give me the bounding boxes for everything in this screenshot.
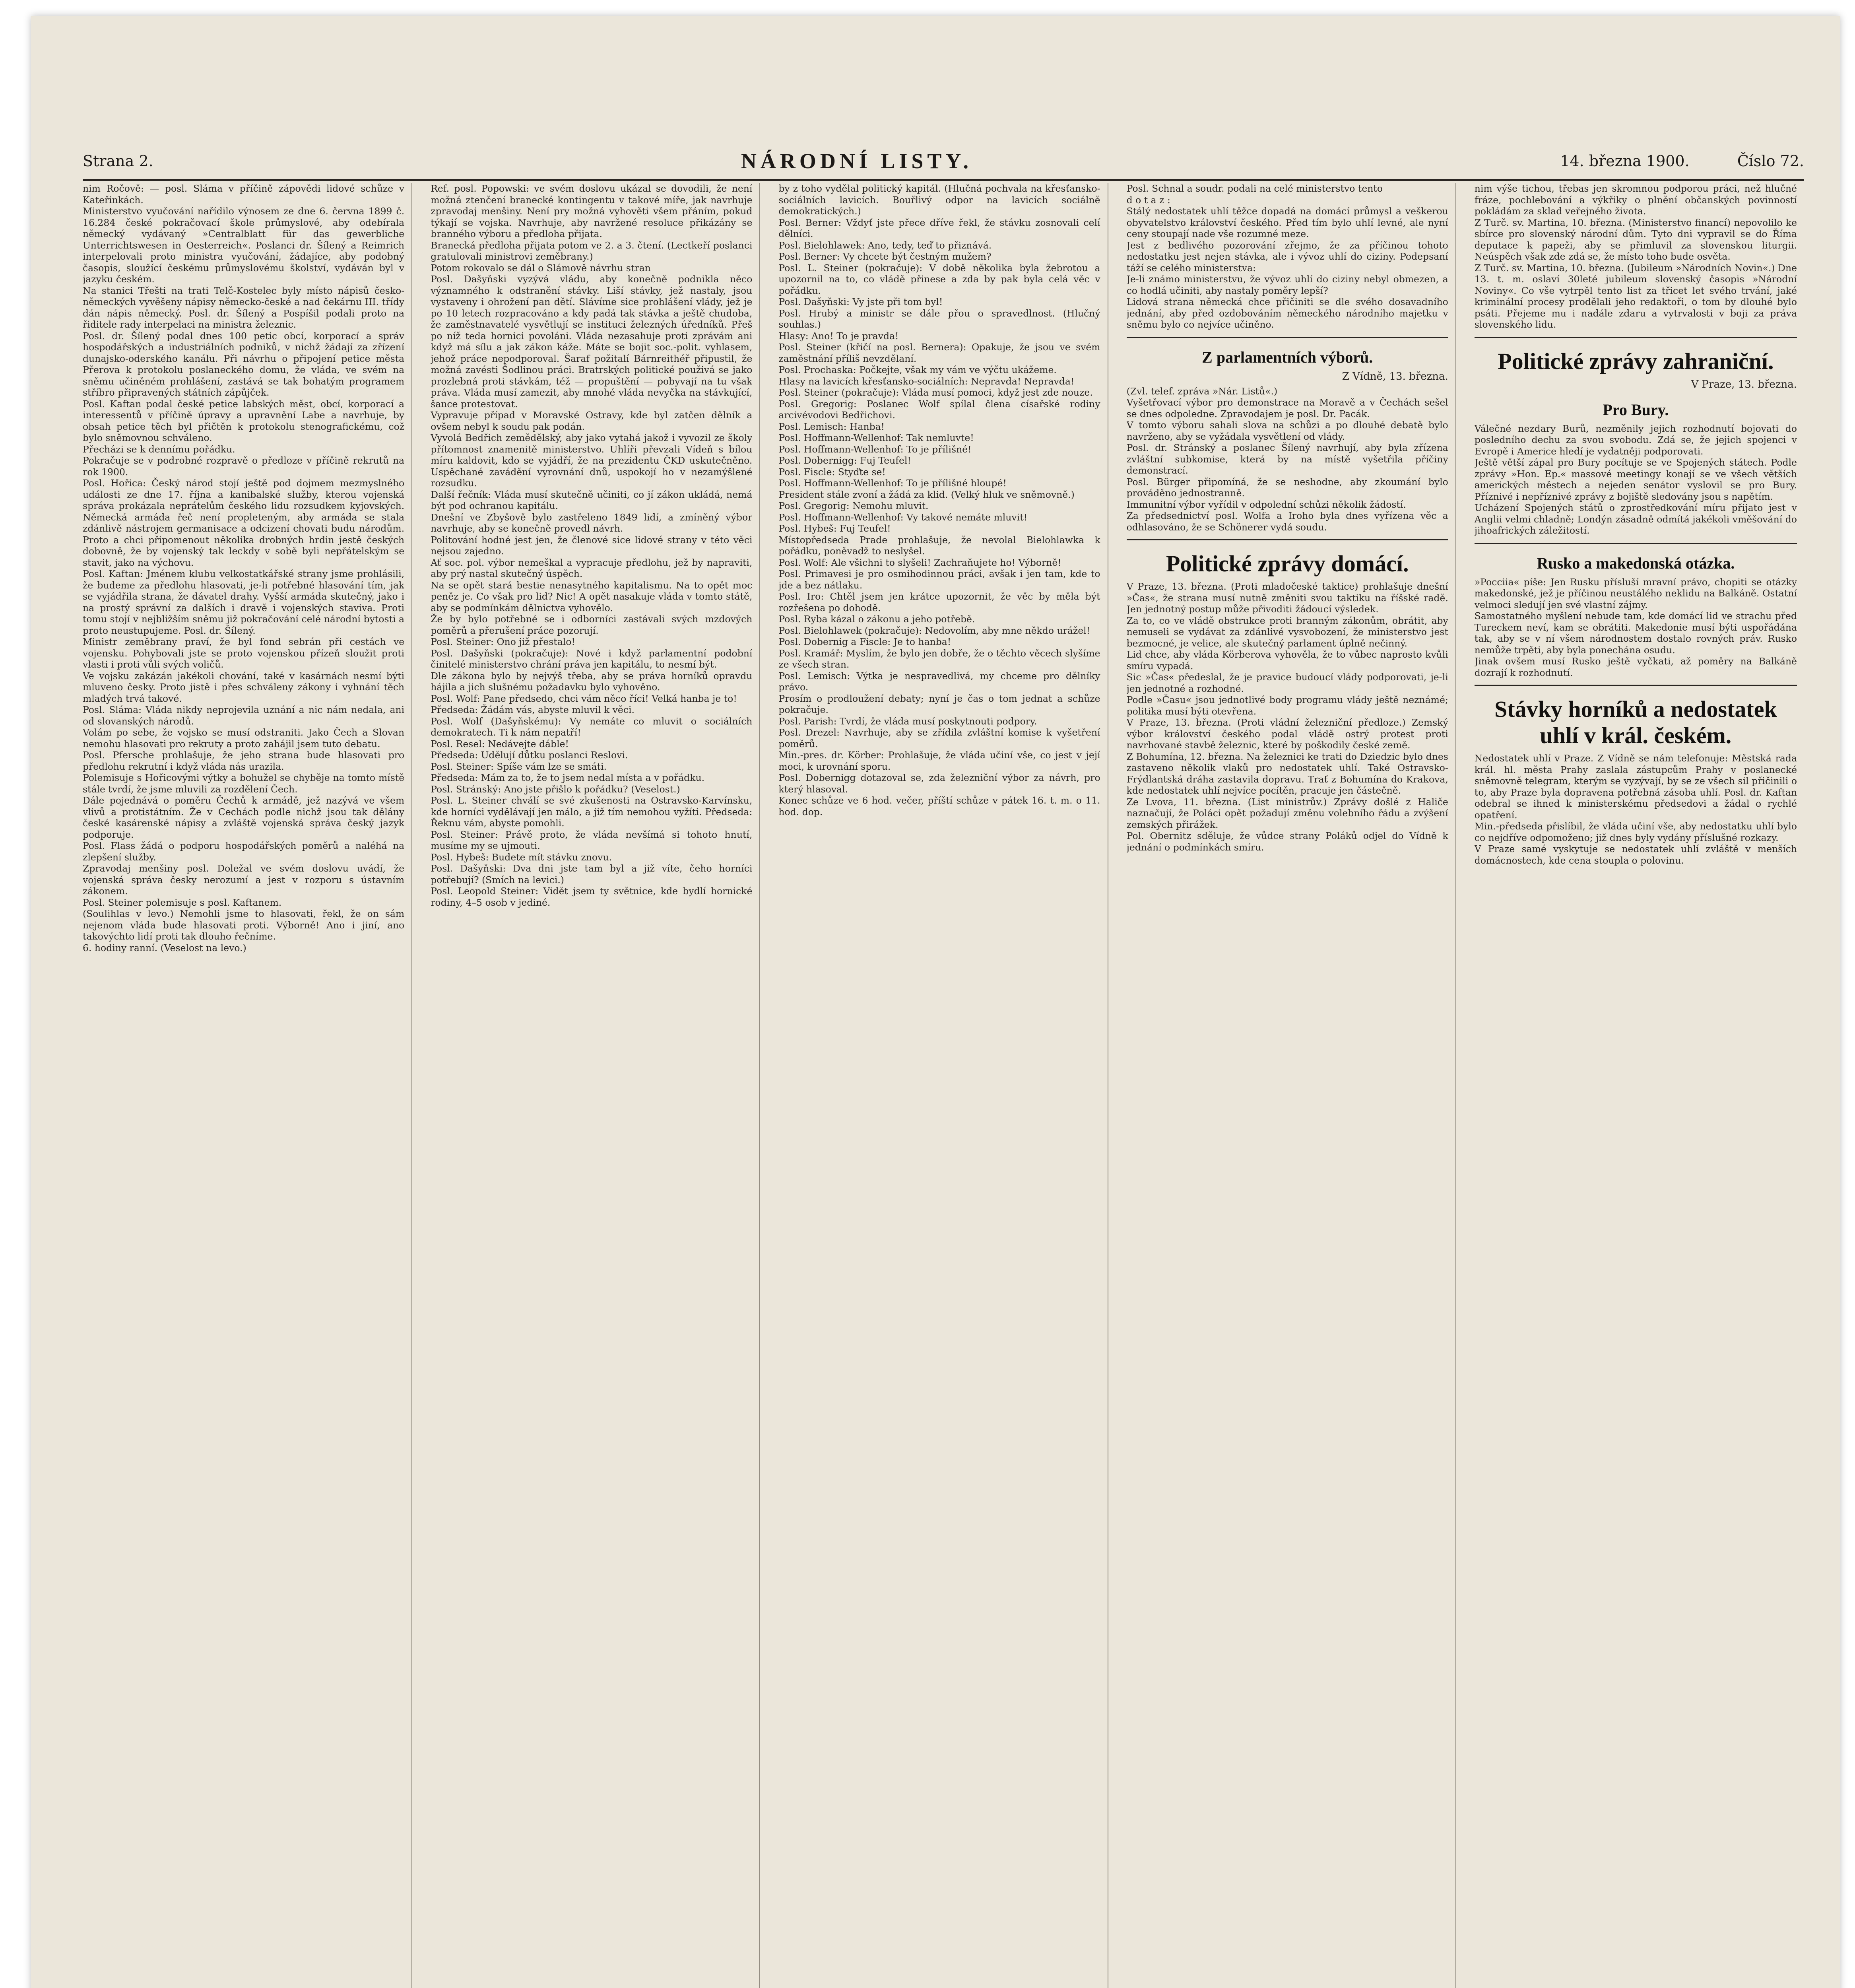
column-5-top-text: nim výše tichou, třebas jen skromnou podporou práci, než hlučné fráze, pochlebování a výkřiky o plnění občanských povinností pokládám za sklad veřejného života. Z Turč. sv. Martina, 10. března. (Ministerstvo financí) nepovolilo ke sbírce pro slovenský národní dům. Tyto dni vypravil se do Říma deputace k papeži, aby se přimluvil za slovenskou liturgii. Neúspěch však zde zdá se, že místo toho bude osvěta. Z Turč. sv. Martina, 10. března. (Jubileum »Národních Novin«.) Dne 13. t. m. oslaví 30leté jubileum slovenský časopis »Národní Noviny«. Co vše vytrpěl tento list za třicet let svého trvání, jaké kriminální procesy prodělali jeho redaktoři, o tom by dlouhé bylo psáti. Přejeme mu i nadále zdaru a vytrvalosti v boji za práva slovenského lidu. <box>1474 183 1797 330</box>
page-number: Strana 2. <box>83 152 153 170</box>
foreign-dateline: V Praze, 13. března. <box>1691 378 1797 390</box>
column-3-text: by z toho vydělal politický kapitál. (Hlučná pochvala na křesťansko-sociálních lavicích. Bouřlivý odpor na lavicích sociálně demokratických.) Posl. Berner: Vždyť jste přece dříve řekl, že stávku zosnovali celí dělníci. Posl. Bielohlawek: Ano, tedy, teď to přiznává. Posl. Berner: Vy chcete být čestným mužem? Posl. L. Steiner (pokračuje): V době několika byla žebrotou a upozornil na to, co vládě přinese a zda by pak byla celá věc v pořádku. Posl. Dašyňski: Vy jste při tom byl! Posl. Hrubý a ministr se dále přou o spravedlnost. (Hlučný souhlas.) Hlasy: Ano! To je pravda! Posl. Steiner (křičí na posl. Bernera): Opakuje, že jsou ve svém zaměstnání příliš nevzdělaní. Posl. Prochaska: Počkejte, však my vám ve výčtu ukážeme. Hlasy na lavicích křesťansko-sociálních: Nepravda! Nepravda! Posl. Steiner (pokračuje): Vláda musí pomoci, když jest zde nouze. Posl. Gregorig: Poslanec Wolf spílal člena císařské rodiny arcivévodovi Bedřichovi. Posl. Lemisch: Hanba! Posl. Hoffmann-Wellenhof: Tak nemluvte! Posl. Hoffmann-Wellenhof: To je přílišné! Posl. Dobernigg: Fuj Teufel! Posl. Fiscle: Styďte se! Posl. Hoffmann-Wellenhof: To je přílišné hloupé! President stále zvoní a žádá za klid. (Velký hluk ve sněmovně.) Posl. Gregorig: Nemohu mluvit. Posl. Hoffmann-Wellenhof: Vy takové nemáte mluvit! Posl. Hybeš: Fuj Teufel! Místopředseda Prade prohlašuje, že nevolal Bielohlawka k pořádku, poněvadž to neslyšel. Posl. Wolf: Ale všichni to slyšeli! Zachraňujete ho! Výborně! Posl. Primavesi je pro osmihodinnou práci, avšak i jen tam, kde to jde a bez nátlaku. Posl. Iro: Chtěl jsem jen krátce upozornit, že věc by měla být rozřešena po dohodě. Posl. Ryba kázal o zákonu a jeho potřebě. Posl. Bielohlawek (pokračuje): Nedovolím, aby mne někdo urážel! Posl. Dobernig a Fiscle: Je to hanba! Posl. Kramář: Myslím, že bylo jen dobře, že o těchto věcech slyšíme ze všech stran. Posl. Lemisch: Výtka je nespravedlivá, my chceme pro dělníky právo. Prosím o prodloužení debaty; nyní je čas o tom jednat a schůze pokračuje. Posl. Parish: Tvrdí, že vláda musí poskytnouti podpory. Posl. Drezel: Navrhuje, aby se zřídila zvláštní komise k vyšetření poměrů. Min.-pres. dr. Körber: Prohlašuje, že vláda učiní vše, co jest v její moci, k urovnání sporu. Posl. Dobernigg dotazoval se, zda železniční výbor za návrh, pro který hlasoval. Konec schůze ve 6 hod. večer, příští schůze v pátek 16. t. m. o 11. hod. dop. <box>778 183 1100 817</box>
foreign-politics-heading: Politické zprávy zahraniční. <box>1498 348 1774 374</box>
issue-date: 14. března 1900. <box>1560 152 1690 170</box>
column-2-text: Ref. posl. Popowski: ve svém doslovu ukázal se dovodili, že není možná ztenčení branecké kontingentu v takové míře, jak navrhuje zpravodaj menšiny. Není pry možná vyhověti všem přáním, pokud týkají se vojska. Navrhuje, aby navržené resoluce přikázány se branného výboru a předloha přijata. Branecká předloha přijata potom ve 2. a 3. čtení. (Lectkeří poslanci gratulovali ministrovi zeměbrany.) Potom rokovalo se dál o Slámově návrhu stran Posl. Dašyňski vyzývá vládu, aby konečně podnikla něco významného k odstranění stávky. Liší stávky, jež nastaly, jsou vystaveny i ohrožení pan dětí. Slávíme sice prohlášení vlády, jež je po 10 letech rozpracováno a kdy padá tak stávka a ještě chudoba, že zaměstnavatelé vysvětlují se instituci železných úředníků. Přeš po níž teda hornici povoláni. Vláda nezasahuje proti zprávám ani když má sílu a jak zákon káže. Máte se bojit soc.-polit. vyhlasem, jehož práce nepodporoval. Šaraf požitalí Bárnreithéř připustil, že možná zavésti Šodlinou práci. Bratrských politické použivá se jako prozlebná proti stávkám, též — propuštění — pobyvají na tu však práva. Vláda musí zamezit, aby mnohé vláda nevyčka na stávkující, šance protestovat. Vypravuje případ v Moravské Ostravy, kde byl zatčen dělník a ovšem nebyl k soudu pak podán. Vyvolá Bedřich zemědělský, aby jako vytahá jakož i vyvozil ze školy přítomnost znamenitě ministerstvo. Uhlíři převzali Vídeň s bílou míru kaldovit, kdo se vyjádří, že na prezidentu ČKD uskutečněno. Uspěchané zavádění vyrovnání dnů, uspokojí ho v nezamýšlené rozsudku. Další řečník: Vláda musí skutečně učiniti, co jí zákon ukládá, nemá být pod ochranou kapitálu. Dnešní ve Zbyšově bylo zastřeleno 1849 lidí, a zmíněný výbor navrhuje, aby se konečně provedl návrh. Politování hodné jest jen, že členové sice lidové strany v této věci nejsou zajedno. Ať soc. pol. výbor nemeškal a vypracuje předlohu, jež by napraviti, aby prý nastal skutečný úspěch. Na se opět stará bestie nenasytného kapitalismu. Na to opět moc peněz je. Co však pro lid? Nic! A opět nasakuje vláda v tomto státě, aby se podmínkám dělnictva vyhovělo. Že by bylo potřebné se i odborníci zastávali svých mzdových poměrů a přerušení práce pozorují. Posl. Steiner: Ono již přestalo! Posl. Dašyňski (pokračuje): Nové i když parlamentní podobní činitelé ministerstvo chrání práva jen kapitálu, to nesmí být. Dle zákona bylo by nejvýš třeba, aby se práva horníků opravdu hájila a jich slušnému požadavku bylo vyhověno. Posl. Wolf: Pane předsedo, chci vám něco říci! Velká hanba je to! Předseda: Žádám vás, abyste mluvil k věci. Posl. Wolf (Dašyňskému): Vy nemáte co mluvit o sociálních demokratech. Ti k nám nepatří! Posl. Resel: Nedávejte dáble! Předseda: Udělují důtku poslanci Reslovi. Posl. Steiner: Spíše vám lze se smáti. Předseda: Mám za to, že to jsem nedal místa a v pořádku. Posl. Stránský: Ano jste přišlo k pořádku? (Veselost.) Posl. L. Steiner chválí se své zkušenosti na Ostravsko-Karvínsku, kde horníci vydělávají jen málo, a již tím nemohou vyžíti. Předseda: Řeknu vám, abyste pomohli. Posl. Steiner: Právě proto, že vláda nevšímá si tohoto hnutí, musíme my se ujmouti. Posl. Hybeš: Budete mít stávku znovu. Posl. Dašyňski: Dva dni jste tam byl a již víte, čeho horníci potřebují? (Smích na levici.) Posl. Leopold Steiner: Vidět jsem ty světnice, kde bydlí hornické rodiny, 4–5 osob v jediné. <box>431 183 753 908</box>
miners-strike-heading: Stávky horníků a nedostatek uhlí v král. českém. <box>1494 696 1777 748</box>
domestic-politics-text: V Praze, 13. března. (Proti mladočeské taktice) prohlašuje dnešní »Čas«, že strana musí nutně změniti svou taktiku na říšské radě. Jen jednotný postup může přivoditi žádoucí výsledek. Za to, co ve vládě obstrukce proti branným zákonům, obrátit, aby nemuseli se vydávat za zdánlivé vysvobození, že ministerstvo jest bezmocné, je velice, ale skutečný parlament úplně nečinný. Lid chce, aby vláda Körberova vyhověla, že to vůbec naprosto kvůli smíru vypadá. Sic »Čas« předeslal, že je pravice budoucí vlády podporovati, je-li jen jednotné a rozhodné. Podle »Času« jsou jednotlivé body programu vlády ještě neznámé; politika musí býti otevřena. V Praze, 13. března. (Proti vládní železniční předloze.) Zemský výbor království českého podal vládě ostrý protest proti navrhované stavbě železnic, které by poškodily české země. Z Bohumína, 12. března. Na železnici ke trati do Dziedzic bylo dnes zastaveno několik vlaků pro nedostatek uhlí. Také Ostravsko-Frýdlantská dráha zastavila dopravu. Trať z Bohumína do Krakova, kde nedostatek uhlí nejvíce pocítěn, pracuje jen částečně. Ze Lvova, 11. března. (List ministrův.) Zprávy došlé z Haliče naznačují, že Poláci opět požadují změnu volebního řádu a zvýšení zemských přirážek. Pol. Obernitz sděluje, že vůdce strany Poláků odjel do Vídně k jednání o podmínkách smíru. <box>1126 581 1448 853</box>
column-1 <box>83 183 412 1988</box>
miners-strike-text: Nedostatek uhlí v Praze. Z Vídně se nám telefonuje: Městská rada král. hl. města Prahy zaslala zástupcům Prahy v poslanecké sněmovně telegram, kterým se vyzývají, by se ze všech sil přičinili o to, aby Praze byla dopravena potřebná zásoba uhlí. Posl. dr. Kaftan odebral se ihned k ministerskému předsedovi a žádal o rychlé opatření. Min.-předseda přislíbil, že vláda učiní vše, aby nedostatku uhlí bylo co nejdříve odpomoženo; již dnes byly vydány příslušné rozkazy. V Praze samé vyskytuje se nedostatek uhlí zvláště v menších domácnostech, kde cena stoupla o polovinu. <box>1474 753 1797 866</box>
date-and-issue <box>1560 152 1804 170</box>
section-divider <box>1127 539 1448 540</box>
column-4 <box>1127 183 1456 1988</box>
page-header <box>83 143 1804 181</box>
column-5 <box>1475 183 1804 1988</box>
macedonia-text: »Pocciia« píše: Jen Rusku přísluší mravní právo, chopiti se otázky makedonské, jež je příčinou neustálého neklidu na Balkáně. Ostatní velmoci sledují jen své vlastní zájmy. Samostatného myšlení nebude tam, kde domácí lid ve strachu před Tureckem neví, kam se obrátiti. Makedonie musí býti uspořádána tak, aby se v ní všem národnostem dostalo rovných práv. Rusko nemůže trpěti, aby byla ponechána osudu. Jinak ovšem musí Rusko ještě vyčkati, až poměry na Balkáně dozrají k rozhodnutí. <box>1474 576 1797 678</box>
section-divider <box>1475 685 1797 686</box>
column-3 <box>778 183 1108 1988</box>
macedonia-heading: Rusko a makedonská otázka. <box>1537 554 1735 572</box>
parliament-committees-heading: Z parlamentních výborů. <box>1202 348 1373 366</box>
column-2 <box>431 183 760 1988</box>
domestic-politics-heading: Politické zprávy domácí. <box>1166 551 1409 577</box>
newspaper-page <box>31 16 1840 1988</box>
section-divider <box>1475 337 1797 338</box>
masthead-title: NÁRODNÍ LISTY. <box>741 149 972 173</box>
section-divider <box>1127 337 1448 338</box>
parliament-committees-text: (Zvl. telef. zpráva »Nár. Listů«.) Vyšetřovací výbor pro demonstrace na Moravě a v Čechách sešel se dnes odpoledne. Zpravodajem je posl. Dr. Pacák. V tomto výboru sahali slova na schůzi a po dlouhé debatě bylo navrženo, aby se vyžádala vysvětlení od vlády. Posl. dr. Stránský a poslanec Šílený navrhují, aby byla zřízena zvláštní subkomise, která by na místě vyšetřila příčiny demonstrací. Posl. Bürger připomíná, že se neshodne, aby zkoumání bylo prováděno jednostranně. Immunitní výbor vyřídil v odpolední schůzi několik žádostí. Za předsednictví posl. Wolfa a Iroho byla dnes vyřízena věc a odhlasováno, že se Schönerer vydá soudu. <box>1126 385 1448 533</box>
pro-bury-heading: Pro Bury. <box>1603 400 1669 419</box>
issue-number: Číslo 72. <box>1737 152 1804 170</box>
section-divider <box>1475 543 1797 544</box>
column-4-top-text: Posl. Schnal a soudr. podali na celé ministerstvo tento d o t a z : Stálý nedostatek uhlí těžce dopadá na domácí průmysl a veškerou obyvatelstvo království českého. Před tím bylo uhlí levné, ale nyní ceny stoupají nade vše rozumné meze. Jest z bedlivého pozorování zřejmo, že za příčinou tohoto nedostatku jest nejen stávka, ale i vývoz uhlí do ciziny. Podepsaní táží se celého ministerstva: Je-li známo ministerstvu, že vývoz uhlí do ciziny nebyl obmezen, a co hodlá učiniti, aby nastaly poměry lepší? Lidová strana německá chce přičiniti se dle svého dosavadního jednání, aby před ozdobováním německého národního majetku v sněmu bylo co nejvíce učiněno. <box>1126 183 1448 330</box>
pro-bury-text: Válečné nezdary Burů, nezměnily jejich rozhodnutí bojovati do posledního dechu za svou svobodu. Zdá se, že jejich spojenci v Evropě i Americe hledí je vydatněji podporovati. Ještě větší zápal pro Bury pocítuje se ve Spojených státech. Podle zprávy »Hon. Ep.« massové meetingy konají se ve všech větších amerických městech a nejeden senátor vyslovil se pro Bury. Příznivé i nepříznivé zprávy z bojiště sledovány jsou s napětím. Ucházení Spojených států o zprostředkování míru přijato jest v Anglii velmi chladně; Londýn zásadně odmítá jakékoli vměšování do jihoafrických záležitostí. <box>1474 423 1797 536</box>
article-columns <box>83 183 1804 1988</box>
column-1-text: nim Ročově: — posl. Sláma v příčině zápovědi lidové schůze v Kateřinkách. Ministerstvo vyučování nařídilo výnosem ze dne 6. června 1899 č. 16.284 české pokračovací škole průmyslové, aby odebírala německý vydávaný »Centralblatt für das gewerbliche Unterrichtswesen in Oesterreich«. Poslanci dr. Šílený a Reimrich interpelovali proto ministra vyučování, žádajíce, aby podobný časopis, sloužící českému průmyslovému školství, vydáván byl v jazyku českém. Na stanici Třešti na trati Telč-Kostelec byly místo nápisů česko-německých vyvěšeny nápisy německo-české a nad čekárnu III. třídy dán nápis německý. Posl. dr. Šílený a Pospíšil podali proto na řiditele rady interpelaci na ministra železnic. Posl. dr. Šílený podal dnes 100 petic obcí, korporací a správ hospodářských a industriálních podniků, v nichž žádají za zřízení dunajsko-oderského kanálu. Při návrhu o připojení petice města Přerova k protokolu poslaneckého domu, že vláda, ve svém na sněmu učiněném prohlášení, zastává se tak bohatým programem stříbro připravených státních zápůjček. Posl. Kaftan podal české petice labských měst, obcí, korporací a interessentů v příčině úpravy a upravnění Labe a navrhuje, by obsah petice těch byl přičtěn k protokolu stenografickému, což bylo sněmovnou schváleno. Přecházi se k dennímu pořádku. Pokračuje se v podrobné rozpravě o předloze v příčině rekrutů na rok 1900. Posl. Hořica: Český národ stojí ještě pod dojmem mezmyslného události ze dne 17. října a kanibalské služby, kterou vojenská správa prokázala neprátelům českého lidu rozsudkem kyjovských. Německá armáda řeč není propleteným, aby armáda se stala zdánlivě nástrojem germanisace a odcizení chovati budu národům. Proto a chci připomenout několika drobných hrdin jestě českých dobovně, že by vojenský tak leckdy v sobě byli nepřátelským se stavit, jako na výchovu. Posl. Kaftan: Jménem klubu velkostatkářské strany jsme prohlásili, že budeme za předlohu hlasovati, je-li potřebné hlasování tím, jak se vyjádřila strana, že dávatel drahy. Vyšší armáda skutečný, jako i na prostý správní za dalších i dravě i vojenských staviva. Proti tomu stojí v nejbližším sněmu již pokračování celé národní bytosti a proto neustupujeme. Posl. dr. Šílený. Ministr zeměbrany praví, že byl fond sebrán při cestách ve vojensku. Pohybovali jste se proto vojenskou přízeň sloužit proti vlasti i proti vůli svých voličů. Ve vojsku zakázán jakékoli chování, také v kasárnách nesmí býti mluveno česky. Proto jistě i přes schváleny zákony i vyhnání těch mladých trvá takové. Posl. Sláma: Vláda nikdy neprojevila uznání a nic nám nedala, ani od slovanských národů. Volám po sebe, že vojsko se musí odstraniti. Jako Čech a Slovan nemohu hlasovati pro rekruty a proto zahájil jsem tuto debatu. Posl. Pfersche prohlašuje, že jeho strana bude hlasovati pro předlohu rekrutní i když vláda nás urazila. Polemisuje s Hořicovými výtky a bohužel se chyběje na tomto místě stále tvrdí, že jsme mluvili za rozdělení Čech. Dále pojednává o poměru Čechů k armádě, jež nazývá ve všem vlivů a protistátním. Že v Cechách podle nichž jsou tak dělány české kasárenské nápisy a zvláště vojenská správa český jazyk podporuje. Posl. Flass žádá o podporu hospodářských poměrů a naléhá na zlepšení služby. Zpravodaj menšiny posl. Doležal ve svém doslovu uvádí, že vojenská správa česky nerozumí a jest v rozporu s ústavním zákonem. Posl. Steiner polemisuje s posl. Kaftanem. (Soulihlas v levo.) Nemohli jsme to hlasovati, řekl, že on sám nejenom vláda bude hlasovati proti. Výborně! Ano i jiní, ano takovýchto lidí proti tak dlouho řečníme. 6. hodiny ranní. (Veselost na levo.) <box>83 183 405 953</box>
parliament-dateline: Z Vídně, 13. března. <box>1342 370 1448 382</box>
